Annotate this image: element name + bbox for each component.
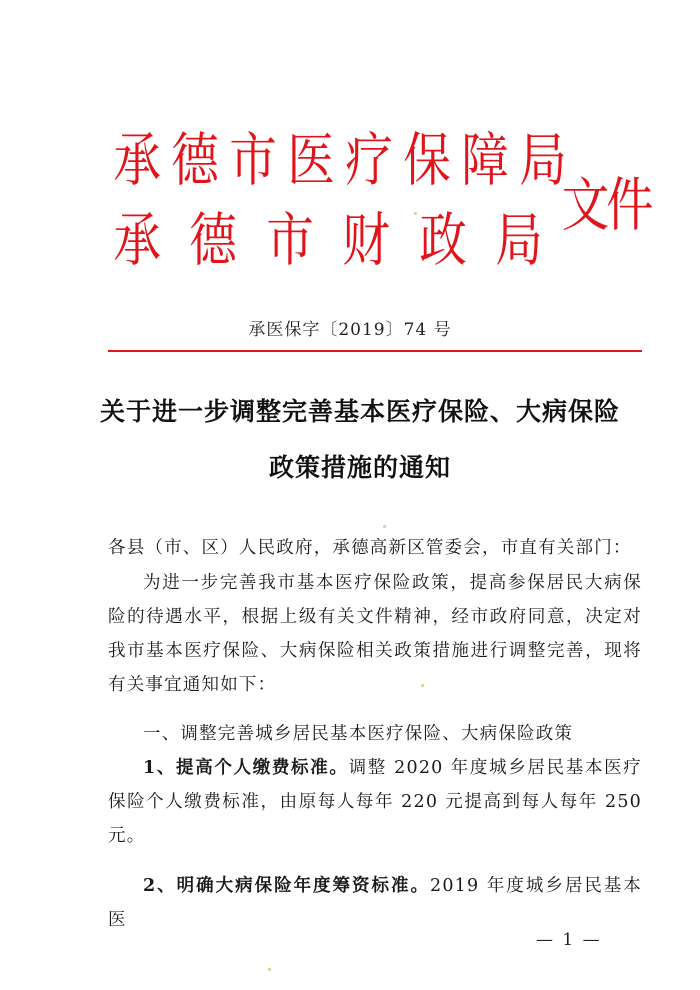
scan-speck	[383, 525, 386, 528]
issuer-char: 医	[287, 126, 335, 194]
issuer-char: 市	[266, 206, 314, 274]
red-divider	[108, 350, 642, 352]
section-heading-1	[108, 717, 642, 751]
issuer-char: 障	[461, 126, 509, 194]
salutation	[108, 531, 642, 565]
item-1-paragraph	[108, 751, 642, 853]
document-type-label	[552, 158, 660, 242]
issuer-char: 局	[495, 206, 543, 274]
issuer-char: 德	[171, 126, 219, 194]
item-2-text	[108, 869, 642, 937]
scan-speck	[421, 684, 424, 687]
item-1-heading: 1、提高个人缴费标准。	[143, 758, 349, 778]
issuer-line-finance-bureau	[108, 200, 548, 274]
issuer-line-medical-security-bureau	[108, 120, 567, 194]
issuer-char: 财	[342, 206, 390, 274]
issuer-char: 承	[113, 126, 161, 194]
item-2-paragraph	[108, 869, 642, 937]
item-2-heading: 2、明确大病保险年度筹资标准。	[143, 876, 430, 896]
scan-speck	[414, 212, 417, 215]
issuer-char: 市	[229, 126, 277, 194]
issuer-char: 承	[113, 206, 161, 274]
issuer-char: 德	[189, 206, 238, 274]
scan-speck	[268, 968, 271, 971]
issuer-char: 保	[403, 126, 451, 194]
notice-title-line1: 关于进一步调整完善基本医疗保险、大病保险	[99, 397, 620, 426]
issuer-char: 疗	[345, 126, 393, 194]
issuer-char: 政	[418, 206, 467, 274]
intro-text: 为进一步完善我市基本医疗保险政策，提高参保居民大病保险的待遇水平，根据上级有关文件精神，经市政府同意，决定对我市基本医疗保险、大病保险相关政策措施进行调整完善，现将有关事宜通知如下：	[108, 573, 642, 695]
document-type-text: 文件	[561, 171, 651, 239]
issuer-char: 局	[519, 126, 567, 194]
intro-paragraph	[108, 566, 642, 702]
document-number: 承医保字〔2019〕74 号	[248, 320, 452, 340]
item-1-text	[108, 751, 642, 853]
section-heading-text: 一、调整完善城乡居民基本医疗保险、大病保险政策	[143, 724, 574, 744]
page-number: — 1 —	[536, 930, 602, 950]
item-2-body: 2019 年度城乡居民基本医	[108, 876, 642, 930]
item-1-body: 调整 2020 年度城乡居民基本医疗保险个人缴费标准，由原每人每年 220 元提高到每人每年 250 元。	[108, 758, 642, 846]
salutation-text: 各县（市、区）人民政府，承德高新区管委会，市直有关部门：	[108, 538, 632, 558]
notice-title-line2: 政策措施的通知	[268, 453, 451, 482]
